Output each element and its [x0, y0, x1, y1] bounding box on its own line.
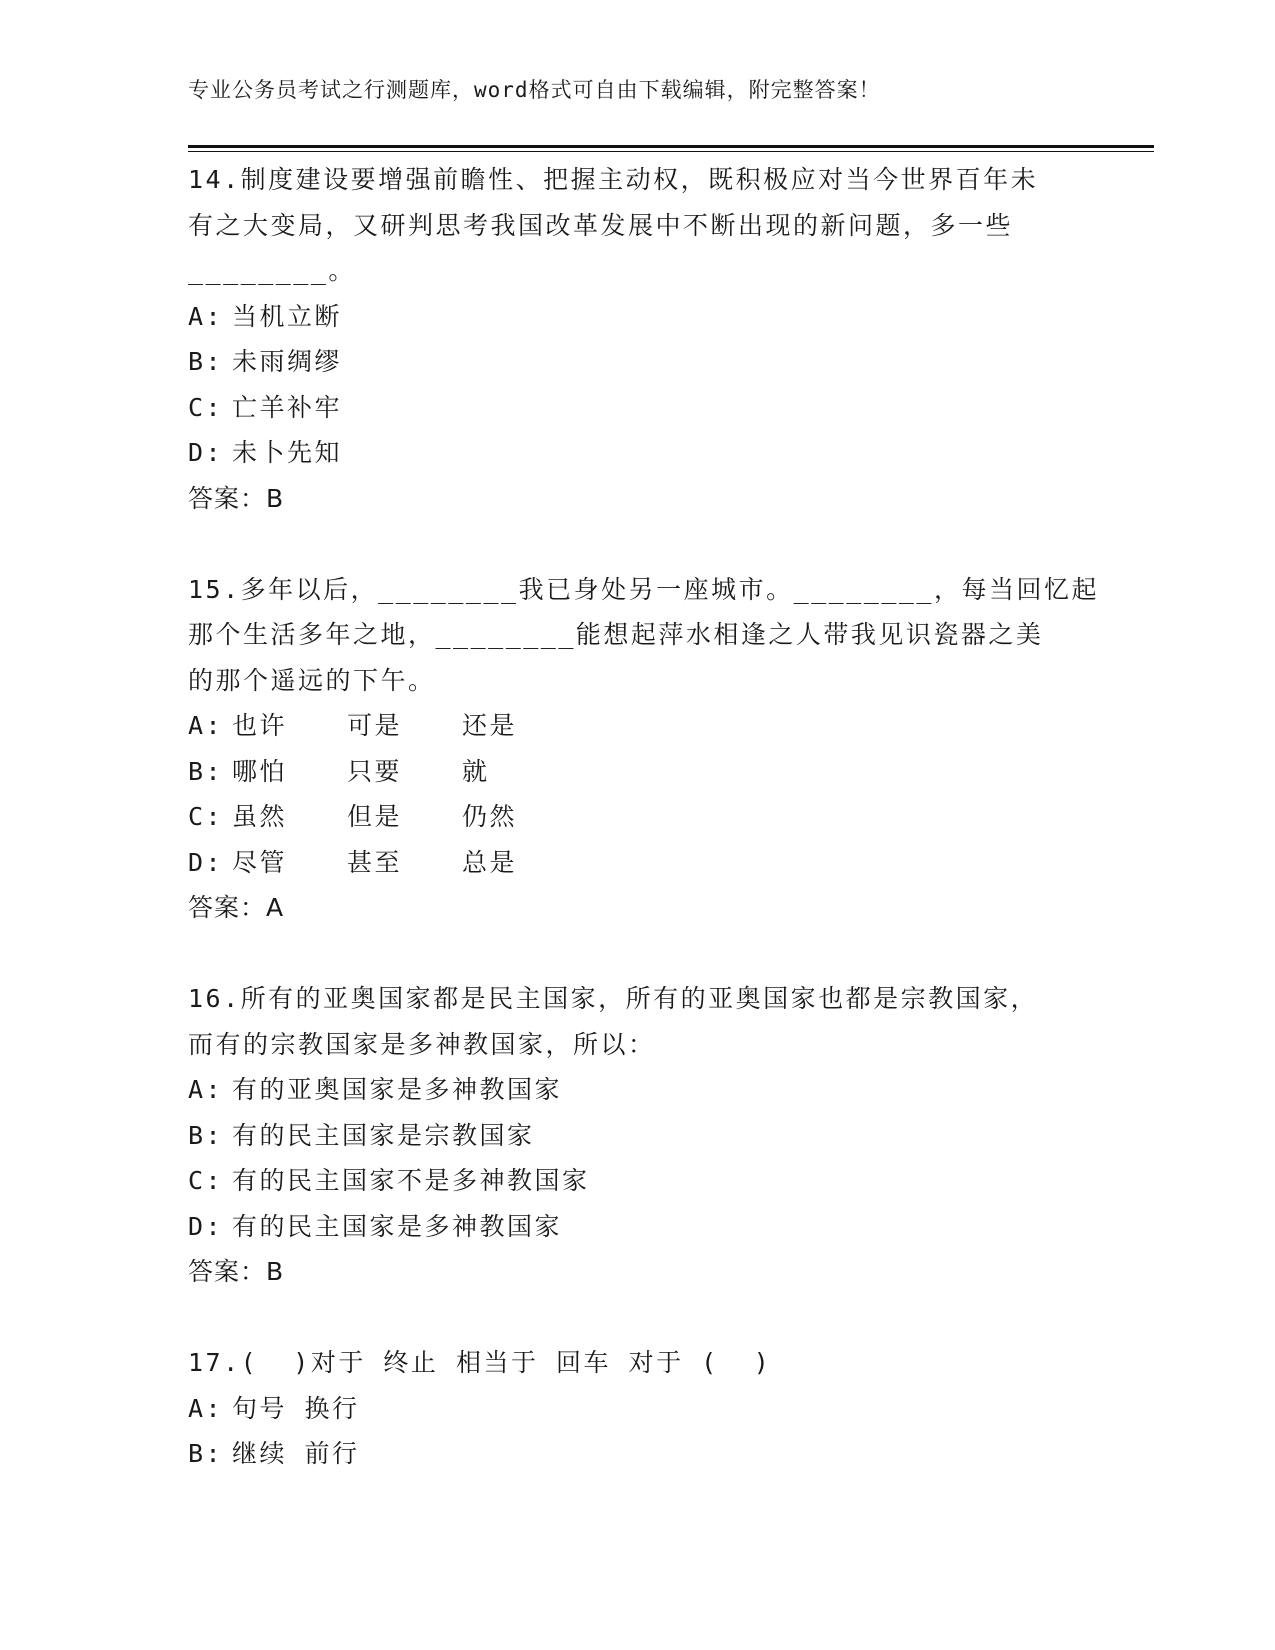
option-word: 尽管 — [232, 847, 288, 877]
option-a — [188, 1386, 1088, 1432]
option-word: 总是 — [462, 847, 518, 877]
option-letter: B: — [188, 1120, 224, 1150]
question-stem-line: 16.所有的亚奥国家都是民主国家，所有的亚奥国家也都是宗教国家， — [188, 984, 1039, 1013]
option-letter: A: — [188, 711, 224, 740]
question-list — [188, 157, 1099, 1477]
question-14 — [188, 157, 1088, 567]
option-c — [188, 1158, 1088, 1204]
option-b — [188, 339, 1088, 385]
option-text: 有的民主国家不是多神教国家 — [232, 1166, 590, 1195]
option-word: 但是 — [347, 802, 403, 831]
option-b — [188, 1113, 1088, 1159]
option-word: 可是 — [347, 711, 403, 740]
option-letter: D: — [188, 438, 224, 467]
page-header: 专业公务员考试之行测题库，word格式可自由下载编辑，附完整答案！ — [188, 78, 881, 102]
question-stem-line: 的那个遥远的下午。 — [188, 665, 436, 695]
option-letter: B: — [188, 1439, 224, 1468]
option-text: 当机立断 — [232, 301, 343, 331]
option-d — [188, 430, 1088, 476]
option-word: 虽然 — [232, 802, 288, 831]
option-d — [188, 840, 1088, 886]
answer-line: 答案：A — [188, 893, 285, 922]
question-stem-line: 有之大变局，又研判思考我国改革发展中不断出现的新问题，多一些 — [188, 210, 1014, 240]
question-17 — [188, 1340, 1088, 1477]
answer-line: 答案：B — [188, 483, 285, 513]
option-text: 继续 前行 — [232, 1439, 360, 1468]
answer-line: 答案：B — [188, 1257, 285, 1286]
header-rule-thick — [188, 145, 1154, 148]
question-16 — [188, 976, 1088, 1340]
question-stem-line: 14.制度建设要增强前瞻性、把握主动权，既积极应对当今世界百年未 — [188, 165, 1039, 194]
option-letter: D: — [188, 847, 224, 877]
option-text: 未雨绸缪 — [232, 347, 343, 376]
option-a — [188, 1067, 1088, 1113]
option-text: 句号 换行 — [232, 1393, 360, 1423]
option-letter: A: — [188, 1393, 224, 1423]
option-text: 亡羊补牢 — [232, 392, 343, 422]
option-d — [188, 1204, 1088, 1250]
option-word: 甚至 — [347, 847, 403, 877]
option-letter: D: — [188, 1211, 224, 1241]
option-letter: B: — [188, 756, 224, 786]
option-text: 有的民主国家是宗教国家 — [232, 1120, 535, 1150]
option-text: 有的亚奥国家是多神教国家 — [232, 1075, 563, 1104]
header-rule-thin — [188, 151, 1154, 152]
option-word: 哪怕 — [232, 756, 288, 786]
question-stem-line: 那个生活多年之地，________能想起萍水相逢之人带我见识瓷器之美 — [188, 620, 1044, 649]
option-text: 未卜先知 — [232, 438, 343, 467]
option-a — [188, 294, 1088, 340]
option-letter: A: — [188, 301, 224, 331]
option-word: 仍然 — [462, 802, 518, 831]
option-letter: C: — [188, 392, 224, 422]
option-word: 只要 — [347, 756, 403, 786]
option-b — [188, 1431, 1088, 1477]
question-stem-line: 而有的宗教国家是多神教国家，所以： — [188, 1029, 656, 1059]
option-c — [188, 794, 1088, 840]
option-word: 也许 — [232, 711, 288, 740]
option-letter: B: — [188, 347, 224, 376]
option-letter: C: — [188, 802, 224, 831]
option-letter: C: — [188, 1166, 224, 1195]
option-word: 就 — [462, 756, 490, 786]
option-a — [188, 703, 1088, 749]
question-stem-line: ________。 — [188, 256, 356, 285]
question-15 — [188, 567, 1099, 977]
option-b — [188, 749, 1088, 795]
option-letter: A: — [188, 1075, 224, 1104]
option-word: 还是 — [462, 711, 518, 740]
question-stem-line: 15.多年以后，________我已身处另一座城市。________，每当回忆起 — [188, 574, 1099, 604]
option-text: 有的民主国家是多神教国家 — [232, 1211, 563, 1241]
question-stem-line: 17.( )对于 终止 相当于 回车 对于 ( ) — [188, 1348, 772, 1377]
option-c — [188, 385, 1088, 431]
